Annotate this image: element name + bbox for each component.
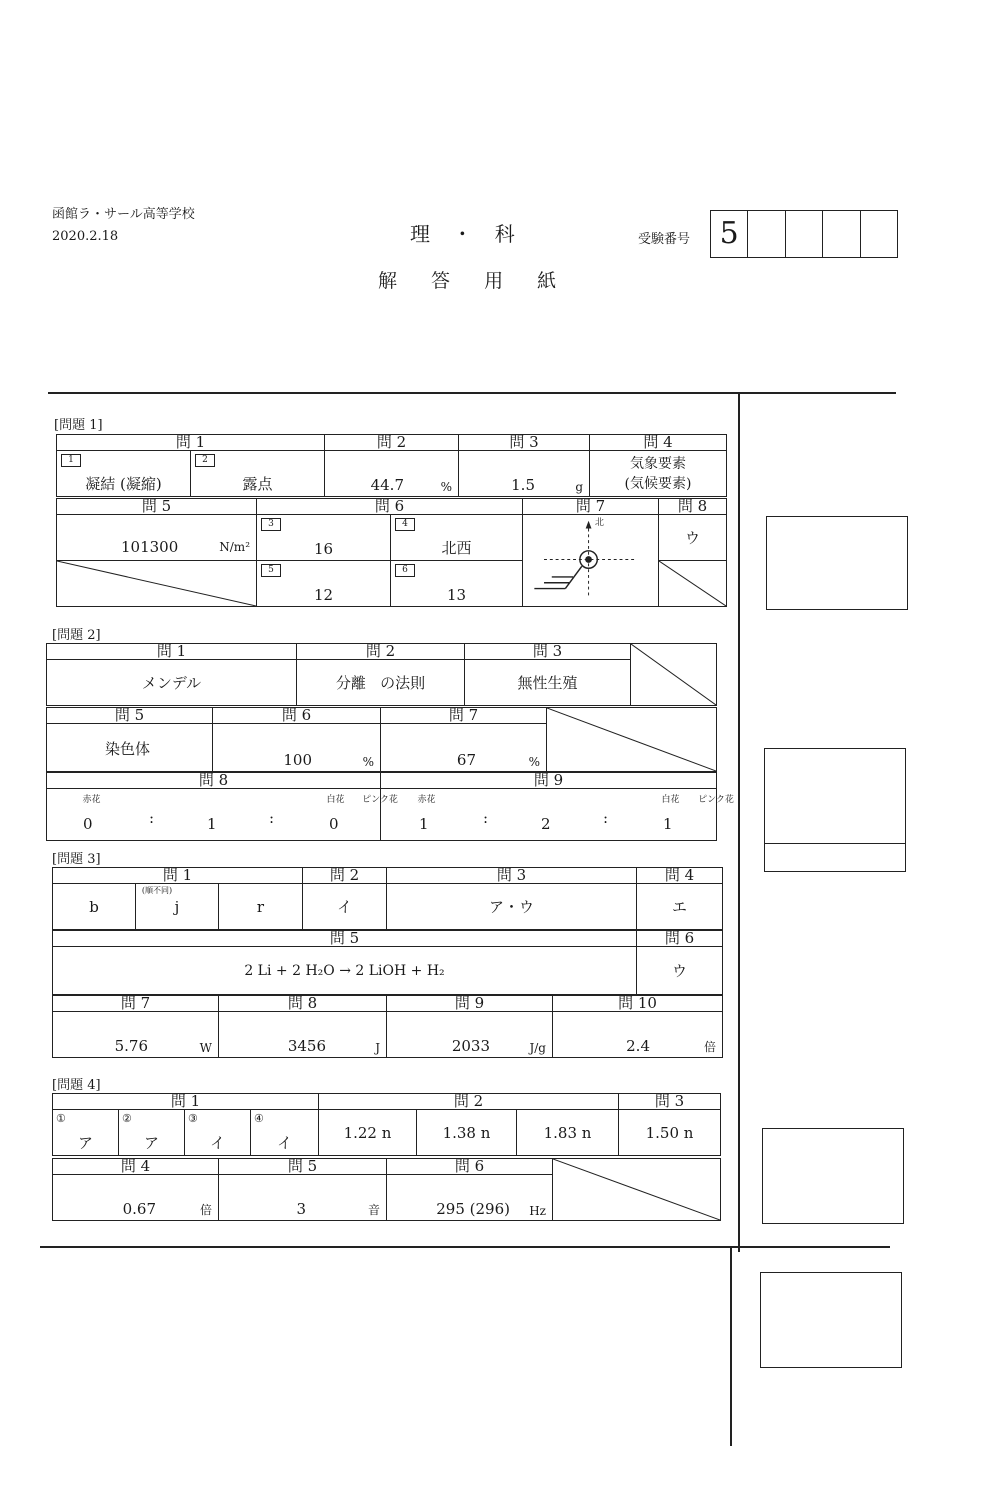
q2-answer xyxy=(297,660,465,706)
item-number: 2 xyxy=(195,454,215,467)
red-label: 赤花 xyxy=(82,795,101,805)
q1-answer-1 xyxy=(53,1110,119,1156)
ratio-value: 1 xyxy=(207,815,217,833)
unit-label: % xyxy=(528,755,540,769)
unit-label: % xyxy=(362,755,374,769)
exam-date: 2020.2.18 xyxy=(52,229,119,244)
ratio-colon: : xyxy=(483,809,489,827)
answer-text: 分離 xyxy=(335,674,366,692)
answer-text: 0.67 xyxy=(122,1200,156,1218)
score-box-4 xyxy=(760,1272,902,1368)
q6-answer: ウ xyxy=(637,947,723,995)
unit-label: 音 xyxy=(367,1203,380,1217)
unit-label: 倍 xyxy=(703,1040,716,1054)
exam-digit: 5 xyxy=(711,211,748,257)
q9-header: 問 9 xyxy=(381,773,717,789)
order-note: (順不同) xyxy=(141,886,173,895)
q8-header: 問 8 xyxy=(659,499,727,515)
red-label: 赤花 xyxy=(417,795,436,805)
q2-header: 問 2 xyxy=(319,1094,619,1110)
exam-digit xyxy=(823,211,860,257)
item-number: 4 xyxy=(395,518,415,531)
q2-header: 問 2 xyxy=(303,868,387,884)
answer-text: イ xyxy=(276,1134,292,1152)
q1-answer-2 xyxy=(136,884,219,930)
diagonal-slash xyxy=(547,708,716,771)
q1-answer-2 xyxy=(119,1110,185,1156)
answer-text: 5.76 xyxy=(114,1037,148,1055)
answer-text: 3 xyxy=(296,1200,306,1218)
circled-number: ① xyxy=(56,1112,66,1125)
q2-answer-1: 1.22 n xyxy=(319,1110,417,1156)
problem-2-row-a xyxy=(46,643,717,706)
answer-text: 67 xyxy=(456,751,476,769)
unit-label: 倍 xyxy=(199,1203,212,1217)
q5-answer xyxy=(47,724,213,772)
q6-answer-4 xyxy=(391,515,523,561)
answer-text: 露点 xyxy=(242,475,273,493)
problem-1-row-b xyxy=(56,498,727,607)
q1-answer-1: b xyxy=(53,884,136,930)
q10-header: 問 10 xyxy=(553,996,723,1012)
answer-text: ア xyxy=(77,1134,93,1152)
pink-label: ピンク花 xyxy=(698,795,734,805)
q7-answer xyxy=(381,724,547,772)
q2-answer: イ xyxy=(303,884,387,930)
section-1-label: [問題 1] xyxy=(54,418,103,433)
item-number: 1 xyxy=(61,454,81,467)
ratio-colon: : xyxy=(269,809,275,827)
ratio-value: 0 xyxy=(329,815,339,833)
answer-suffix: の法則 xyxy=(380,674,426,692)
q8-header: 問 8 xyxy=(47,773,381,789)
problem-4-row-a xyxy=(52,1093,721,1156)
q3-header: 問 3 xyxy=(459,435,590,451)
problem-3-row-b xyxy=(52,930,723,995)
q6-answer-5 xyxy=(257,561,391,607)
problem-4-row-b xyxy=(52,1158,721,1221)
q7-header: 問 7 xyxy=(381,708,547,724)
diagonal-slash xyxy=(659,561,726,606)
exam-digit xyxy=(748,211,785,257)
problem-2-row-b xyxy=(46,707,717,772)
diagonal-slash xyxy=(57,561,256,606)
section-4-label: [問題 4] xyxy=(52,1078,101,1093)
answer-text: 1.5 xyxy=(511,476,535,494)
q3-answer: ア・ウ xyxy=(387,884,637,930)
q5-answer xyxy=(57,515,257,561)
exam-digit xyxy=(786,211,823,257)
section-3-label: [問題 3] xyxy=(52,852,101,867)
answer-text: 13 xyxy=(446,586,467,604)
answer-text: 2033 xyxy=(451,1037,490,1055)
q8-blank xyxy=(659,561,727,607)
answer-text: 3456 xyxy=(287,1037,326,1055)
q8-header: 問 8 xyxy=(219,996,387,1012)
q6-header: 問 6 xyxy=(387,1159,553,1175)
divider-lower xyxy=(730,1246,732,1446)
q9-answer xyxy=(387,1012,553,1058)
answer-text: 100 xyxy=(283,751,312,769)
header-info xyxy=(52,204,195,248)
ratio-colon: : xyxy=(149,809,155,827)
answer-text: ア xyxy=(143,1134,159,1152)
pink-label: ピンク花 xyxy=(362,795,398,805)
q3-answer: 1.50 n xyxy=(619,1110,721,1156)
q1-header: 問 1 xyxy=(53,868,303,884)
unit-label: J xyxy=(375,1041,380,1055)
q5-header: 問 5 xyxy=(53,931,637,947)
weather-symbol-icon xyxy=(523,515,658,606)
blank-cell xyxy=(631,644,717,706)
q6-header: 問 6 xyxy=(257,499,523,515)
page-subtitle: 解 答 用 紙 xyxy=(378,270,571,292)
q1-header: 問 1 xyxy=(53,1094,319,1110)
q3-answer: 無性生殖 xyxy=(465,660,631,706)
ratio-value: 1 xyxy=(419,815,429,833)
q4-answer: エ xyxy=(637,884,723,930)
exam-digit xyxy=(861,211,897,257)
divider-upper xyxy=(738,392,740,1252)
q8-answer xyxy=(219,1012,387,1058)
q6-answer xyxy=(387,1175,553,1221)
diagonal-slash xyxy=(631,644,716,705)
diagonal-slash xyxy=(553,1159,720,1220)
score-box-3 xyxy=(762,1128,904,1224)
q4-header: 問 4 xyxy=(590,435,727,451)
q8-answer: ウ xyxy=(659,515,727,561)
bottom-rule xyxy=(40,1246,890,1248)
q3-header: 問 3 xyxy=(387,868,637,884)
answer-text: 北西 xyxy=(441,539,472,557)
answer-text: 凝結 (凝縮) xyxy=(85,475,162,493)
answer-text: 44.7 xyxy=(370,476,404,494)
unit-label: N/m² xyxy=(219,540,250,554)
school-name: 函館ラ・サール高等学校 xyxy=(52,207,195,222)
problem-2-row-c xyxy=(46,771,734,841)
unit-label: % xyxy=(440,480,452,494)
q1-answer-2 xyxy=(191,451,325,497)
answer-text: 12 xyxy=(313,586,334,604)
circled-number: ③ xyxy=(188,1112,198,1125)
q9-ratio xyxy=(381,789,734,841)
q2-header: 問 2 xyxy=(325,435,459,451)
problem-3-row-c xyxy=(52,995,723,1058)
q1-answer-3 xyxy=(185,1110,251,1156)
section-2-label: [問題 2] xyxy=(52,628,101,643)
unit-label: W xyxy=(199,1041,212,1055)
q5-blank xyxy=(57,561,257,607)
unit-label: g xyxy=(575,480,583,494)
white-label: 白花 xyxy=(326,795,345,805)
top-rule xyxy=(48,392,896,394)
ratio-value: 1 xyxy=(663,815,673,833)
q6-answer-6 xyxy=(391,561,523,607)
q2-answer xyxy=(325,451,459,497)
q1-answer-4 xyxy=(251,1110,319,1156)
q7-header: 問 7 xyxy=(53,996,219,1012)
q7-header: 問 7 xyxy=(523,499,659,515)
q3-header: 問 3 xyxy=(619,1094,721,1110)
q2-header: 問 2 xyxy=(297,644,465,660)
q2-answer-2: 1.38 n xyxy=(417,1110,517,1156)
unit-label: J/g xyxy=(529,1041,546,1055)
q6-header: 問 6 xyxy=(213,708,381,724)
answer-text: 16 xyxy=(313,540,334,558)
q9-header: 問 9 xyxy=(387,996,553,1012)
answer-text: 101300 xyxy=(121,538,179,556)
answer-text: 295 (296) xyxy=(436,1200,510,1218)
score-box-2 xyxy=(764,748,906,872)
q5-header: 問 5 xyxy=(57,499,257,515)
q1-answer-3: r xyxy=(219,884,303,930)
q4-answer xyxy=(590,451,727,497)
q4-answer xyxy=(53,1175,219,1221)
q3-header: 問 3 xyxy=(465,644,631,660)
unit-label: Hz xyxy=(529,1204,546,1218)
ratio-value: 2 xyxy=(541,815,551,833)
answer-line: (気候要素) xyxy=(624,475,692,492)
q1-answer-1 xyxy=(57,451,191,497)
q5-answer xyxy=(219,1175,387,1221)
q1-answer: メンデル xyxy=(47,660,297,706)
q3-answer xyxy=(459,451,590,497)
q7-answer xyxy=(53,1012,219,1058)
answer-text: j xyxy=(174,897,180,916)
north-label: 北 xyxy=(595,518,605,528)
page-title: 理 ・ 科 xyxy=(410,222,523,246)
q5-answer: 2 Li + 2 H₂O → 2 LiOH + H₂ xyxy=(53,947,637,995)
q6-header: 問 6 xyxy=(637,931,723,947)
q5-header: 問 5 xyxy=(219,1159,387,1175)
q2-answer-3: 1.83 n xyxy=(517,1110,619,1156)
ratio-colon: : xyxy=(603,809,609,827)
q6-answer-3 xyxy=(257,515,391,561)
blank-cell xyxy=(553,1159,721,1221)
answer-text: 2.4 xyxy=(626,1037,650,1055)
item-number: 5 xyxy=(261,564,281,577)
score-box-1 xyxy=(766,516,908,610)
exam-number-label: 受験番号 xyxy=(638,232,691,247)
exam-number-box xyxy=(710,210,898,258)
q1-header: 問 1 xyxy=(47,644,297,660)
q7-weather-symbol xyxy=(523,515,659,607)
white-label: 白花 xyxy=(661,795,680,805)
score-box-divider xyxy=(765,843,905,844)
q4-header: 問 4 xyxy=(637,868,723,884)
q1-header: 問 1 xyxy=(57,435,325,451)
blank-cell xyxy=(547,708,717,772)
answer-text: イ xyxy=(209,1134,225,1152)
q10-answer xyxy=(553,1012,723,1058)
problem-3-row-a xyxy=(52,867,723,930)
circled-number: ④ xyxy=(254,1112,264,1125)
circled-number: ② xyxy=(122,1112,132,1125)
q4-header: 問 4 xyxy=(53,1159,219,1175)
ratio-value: 0 xyxy=(83,815,93,833)
answer-text: 染色体 xyxy=(105,740,151,758)
answer-line: 気象要素 xyxy=(630,455,686,472)
q5-header: 問 5 xyxy=(47,708,213,724)
problem-1-row-a xyxy=(56,434,727,497)
item-number: 6 xyxy=(395,564,415,577)
item-number: 3 xyxy=(261,518,281,531)
q6-answer xyxy=(213,724,381,772)
